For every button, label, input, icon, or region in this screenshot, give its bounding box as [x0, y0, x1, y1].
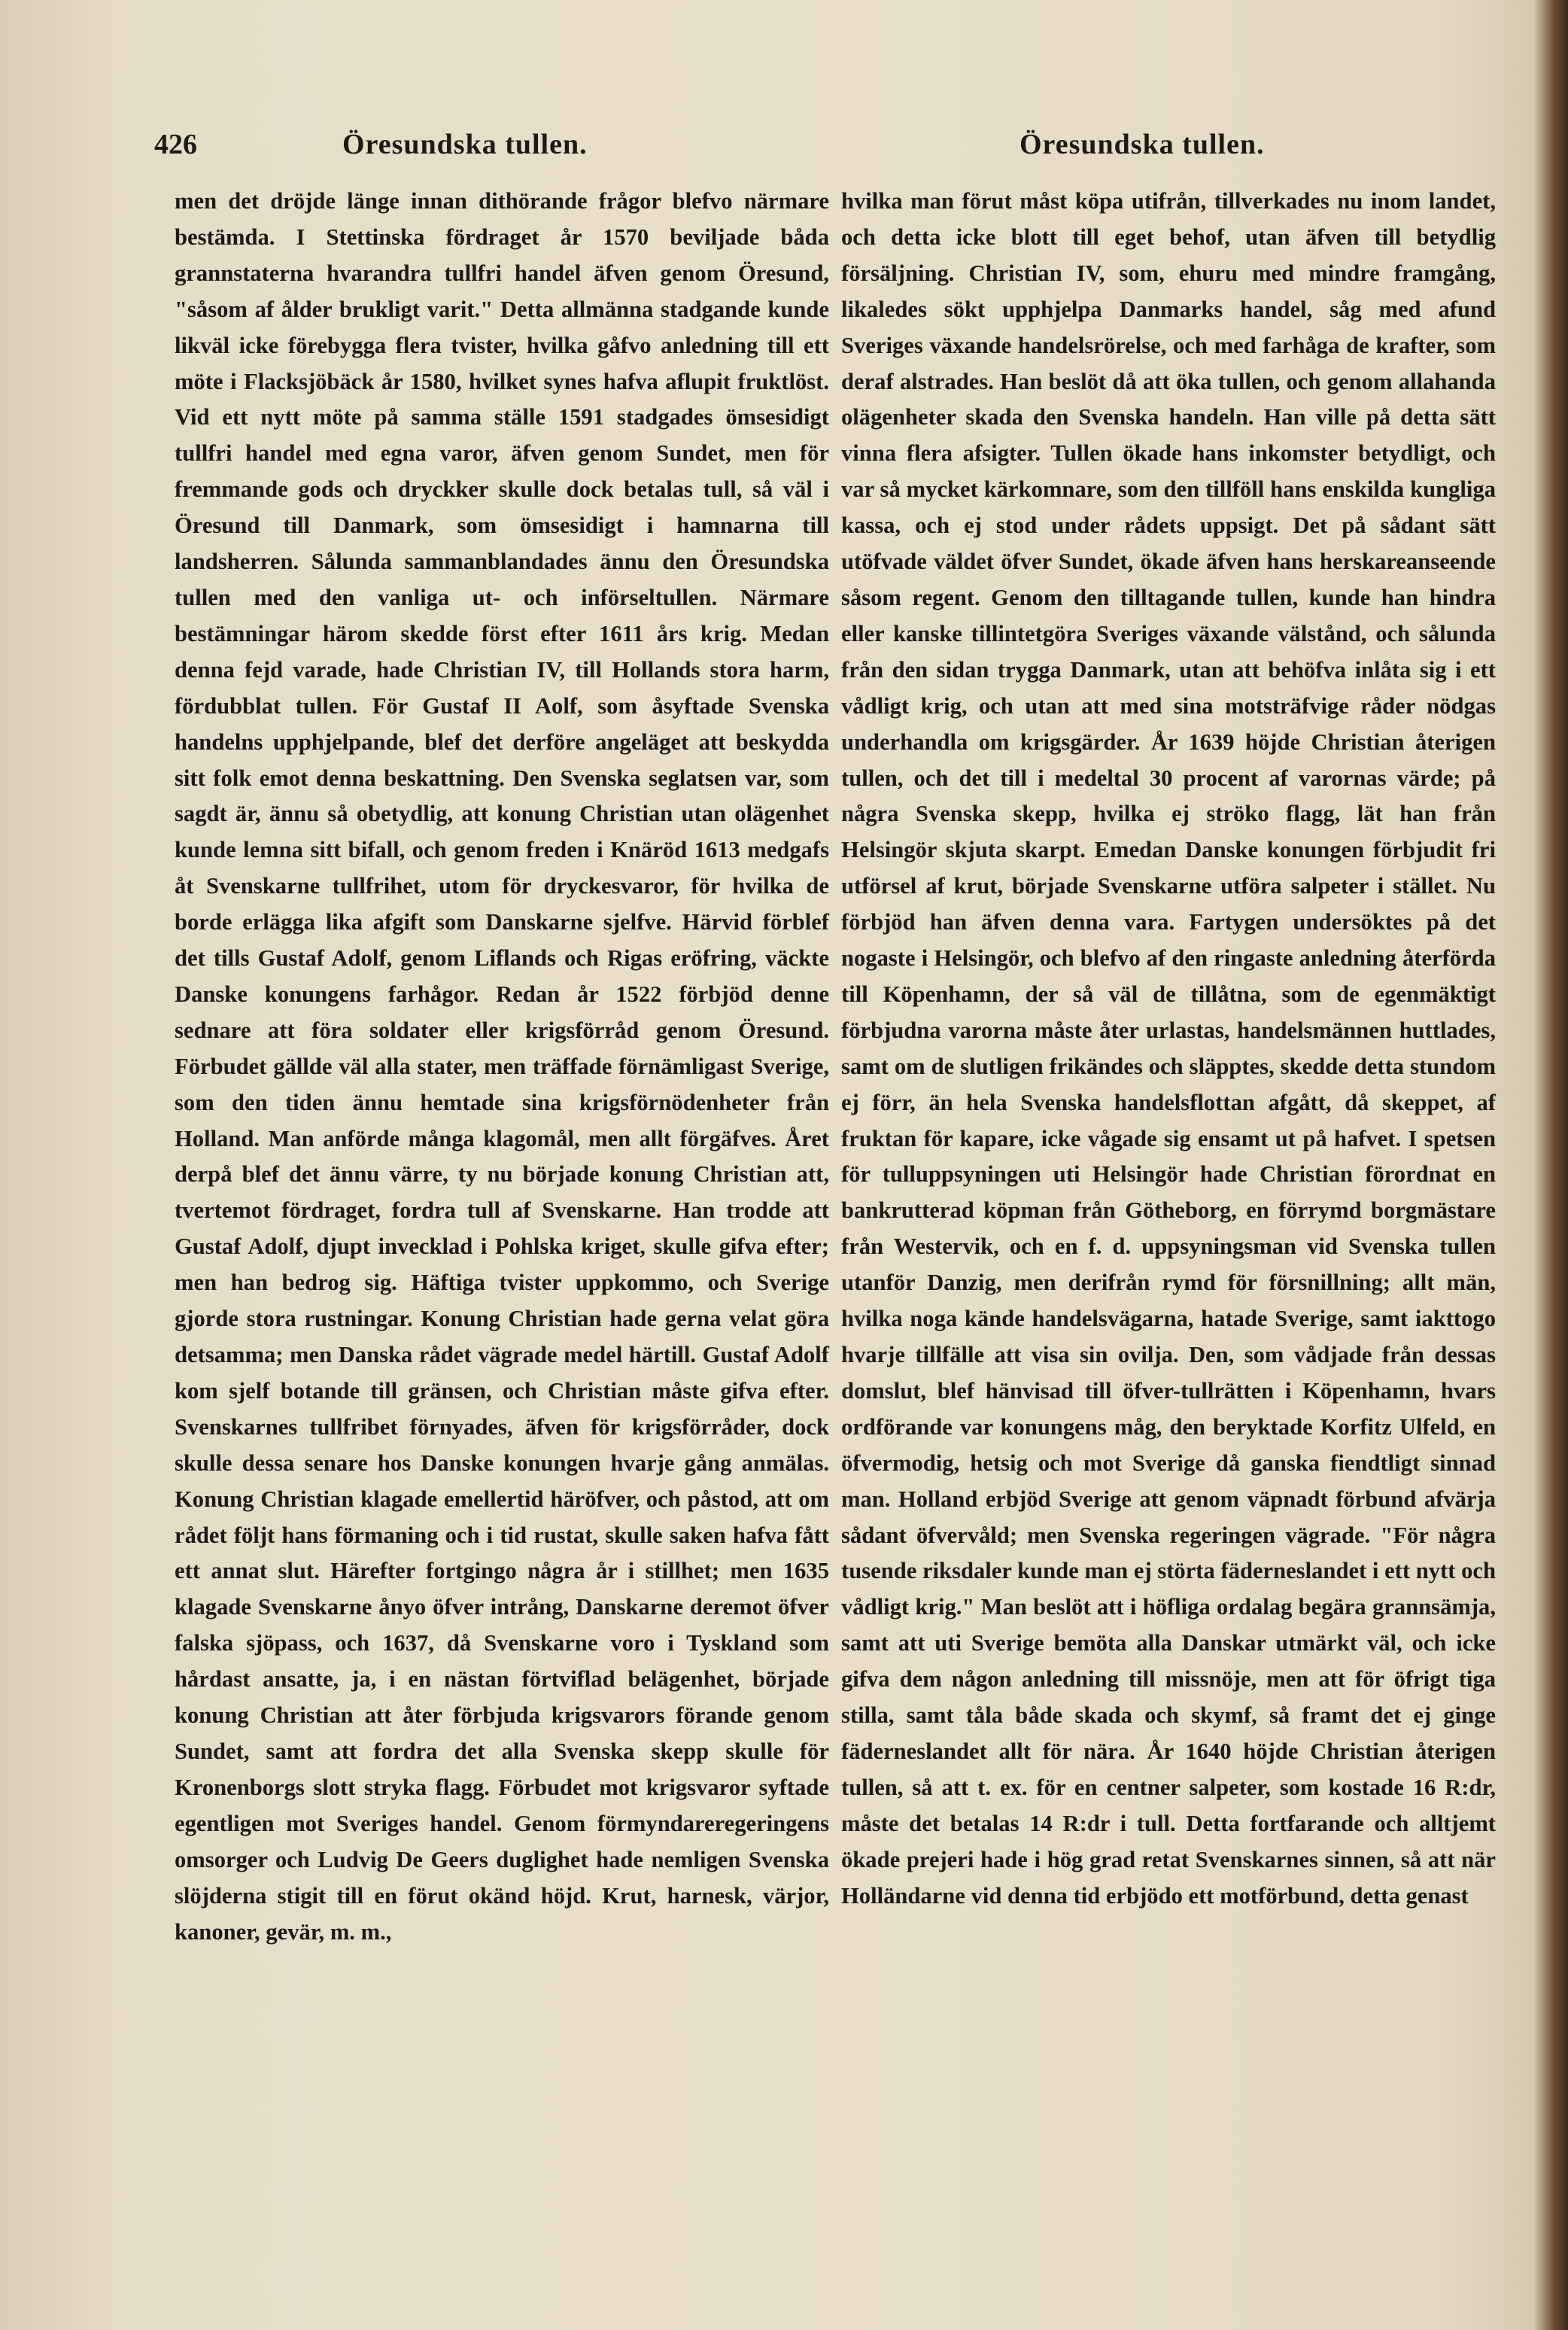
running-title-left: Öresundska tullen. [342, 129, 588, 160]
page-binding-edge [1533, 0, 1568, 2330]
text-column-right: hvilka man förut måst köpa utifrån, tillverkades nu inom landet, och detta icke blott till eget behof, utan äfven till betydlig försäljning. Christian IV, som, ehuru med mindre framgång, likaledes sökt upphjelpa Danmarks handel, såg med afund Sveriges växande handelsrörelse, och med farhåga de krafter, som deraf alstrades. Han beslöt då att öka tullen, och genom allahanda olägenheter skada den Svenska handeln. Han ville på detta sätt vinna flera afsigter. Tullen ökade hans inkomster betydligt, och var så mycket kärkomnare, som den tillföll hans enskilda kungliga kassa, och ej stod under rådets uppsigt. Det på sådant sätt utöfvade väldet öfver Sundet, ökade äfven hans herskareanseende såsom regent. Genom den tilltagande tullen, kunde han hindra eller kanske tillintetgöra Sveriges växande välstånd, och sålunda från den sidan trygga Danmark, utan att behöfva inlåta sig i ett vådligt krig, och utan att med sina motsträfvige råder nödgas underhandla om krigsgärder. År 1639 höjde Christian återigen tullen, och det till i medeltal 30 procent af varornas värde; på några Svenska skepp, hvilka ej ströko flagg, lät han från Helsingör skjuta skarpt. Emedan Danske konungen förbjudit fri utförsel af krut, började Svenskarne utföra salpeter i stället. Nu förbjöd han äfven denna vara. Fartygen undersöktes på det nogaste i Helsingör, och blefvo af den ringaste anledning återförda till Köpenhamn, der så väl de tillåtna, som de egenmäktigt förbjudna varorna måste åter urlastas, handelsmännen huttlades, samt om de slutligen frikändes och släpptes, skedde detta stundom ej förr, än hela Svenska handelsflottan afgått, då skeppet, af fruktan för kapare, icke vågade sig ensamt ut på hafvet. I spetsen för tulluppsyningen uti Helsingör hade Christian förordnat en bankrutterad köpman från Götheborg, en förrymd borgmästare från Westervik, och en f. d. uppsyningsman vid Svenska tullen utanför Danzig, men derifrån rymd för försnillning; allt män, hvilka noga kände handelsvägarna, hatade Sverige, samt iakttogo hvarje tillfälle att visa sin ovilja. Den, som vådjade från dessas domslut, blef hänvisad till öfver-tullrätten i Köpenhamn, hvars ordförande var konungens måg, den beryktade Korfitz Ulfeld, en öfvermodig, hetsig och mot Sverige då ganska fiendtligt sinnad man. Holland erbjöd Sverige att genom väpnadt förbund afvärja sådant öfvervåld; men Svenska regeringen vägrade. "För några tusende riksdaler kunde man ej störta fäderneslandet i ett nytt och vådligt krig." Man beslöt att i höfliga ordalag begära grannsämja, samt att uti Sverige bemöta alla Danskar utmärkt väl, och icke gifva dem någon anledning till missnöje, men att för öfrigt tiga stilla, samt tåla både skada och skymf, så framt det ej ginge fäderneslandet allt för nära. År 1640 höjde Christian återigen tullen, så att t. ex. för en centner salpeter, som kostade 16 R:dr, måste det betalas 14 R:dr i tull. Detta fortfarande och alltjemt ökade prejeri hade i hög grad retat Svenskarnes sinnen, så att när Holländarne vid denna tid erbjödo ett motförbund, detta genast [841, 188, 1496, 1909]
page-number: 426 [154, 129, 197, 160]
text-column-left: men det dröjde länge innan dithörande frågor blefvo närmare bestämda. I Stettinska fördraget år 1570 beviljade båda grannstaterna hvarandra tullfri handel äfven genom Öresund, "såsom af ålder brukligt varit." Detta allmänna stadgande kunde likväl icke förebygga flera tvister, hvilka gåfvo anledning till ett möte i Flacksjöbäck år 1580, hvilket synes hafva aflupit fruktlöst. Vid ett nytt möte på samma ställe 1591 stadgades ömsesidigt tullfri handel med egna varor, äfven genom Sundet, men för fremmande gods och dryckker skulle dock betalas tull, så väl i Öresund till Danmark, som ömsesidigt i hamnarna till landsherren. Sålunda sammanblandades ännu den Öresundska tullen med den vanliga ut- och införseltullen. Närmare bestämningar härom skedde först efter 1611 års krig. Medan denna fejd varade, hade Christian IV, till Hollands stora harm, fördubblat tullen. För Gustaf II Aolf, som åsyftade Svenska handelns upphjelpande, blef det derföre angeläget att beskydda sitt folk emot denna beskattning. Den Svenska seglatsen var, som sagdt är, ännu så obetydlig, att konung Christian utan olägenhet kunde lemna sitt bifall, och genom freden i Knäröd 1613 medgafs åt Svenskarne tullfrihet, utom för dryckesvaror, för hvilka de borde erlägga lika afgift som Danskarne sjelfve. Härvid förblef det tills Gustaf Adolf, genom Liflands och Rigas eröfring, väckte Danske konungens farhågor. Redan år 1522 förbjöd denne sednare att föra soldater eller krigsförråd genom Öresund. Förbudet gällde väl alla stater, men träffade förnämligast Sverige, som den tiden ännu hemtade sina krigsförnödenheter från Holland. Man anförde många klagomål, men allt förgäfves. Året derpå blef det ännu värre, ty nu började konung Christian att, tvertemot fördraget, fordra tull af Svenskarne. Han trodde att Gustaf Adolf, djupt invecklad i Pohlska kriget, skulle gifva efter; men han bedrog sig. Häftiga tvister uppkommo, och Sverige gjorde stora rustningar. Konung Christian hade gerna velat göra detsamma; men Danska rådet vägrade medel härtill. Gustaf Adolf kom sjelf botande till gränsen, och Christian måste gifva efter. Svenskarnes tullfribet förnyades, äfven för krigsförråder, dock skulle dessa senare hos Danske konungen hvarje gång anmälas. Konung Christian klagade emellertid häröfver, och påstod, att om rådet följt hans förmaning och i tid rustat, skulle saken hafva fått ett annat slut. Härefter fortgingo några år i stillhet; men 1635 klagade Svenskarne ånyo öfver intrång, Danskarne deremot öfver falska sjöpass, och 1637, då Svenskarne voro i Tyskland som hårdast ansatte, ja, i en nästan förtviflad belägenhet, började konung Christian att åter förbjuda krigsvarors förande genom Sundet, samt att fordra det alla Svenska skepp skulle för Kronenborgs slott stryka flagg. Förbudet mot krigsvaror syftade egentligen mot Sveriges handel. Genom förmyndareregeringens omsorger och Ludvig De Geers duglighet hade nemligen Svenska slöjderna stigit till en förut okänd höjd. Krut, harnesk, värjor, kanoner, gevär, m. m., [175, 188, 829, 1945]
running-title-right: Öresundska tullen. [1020, 129, 1265, 160]
